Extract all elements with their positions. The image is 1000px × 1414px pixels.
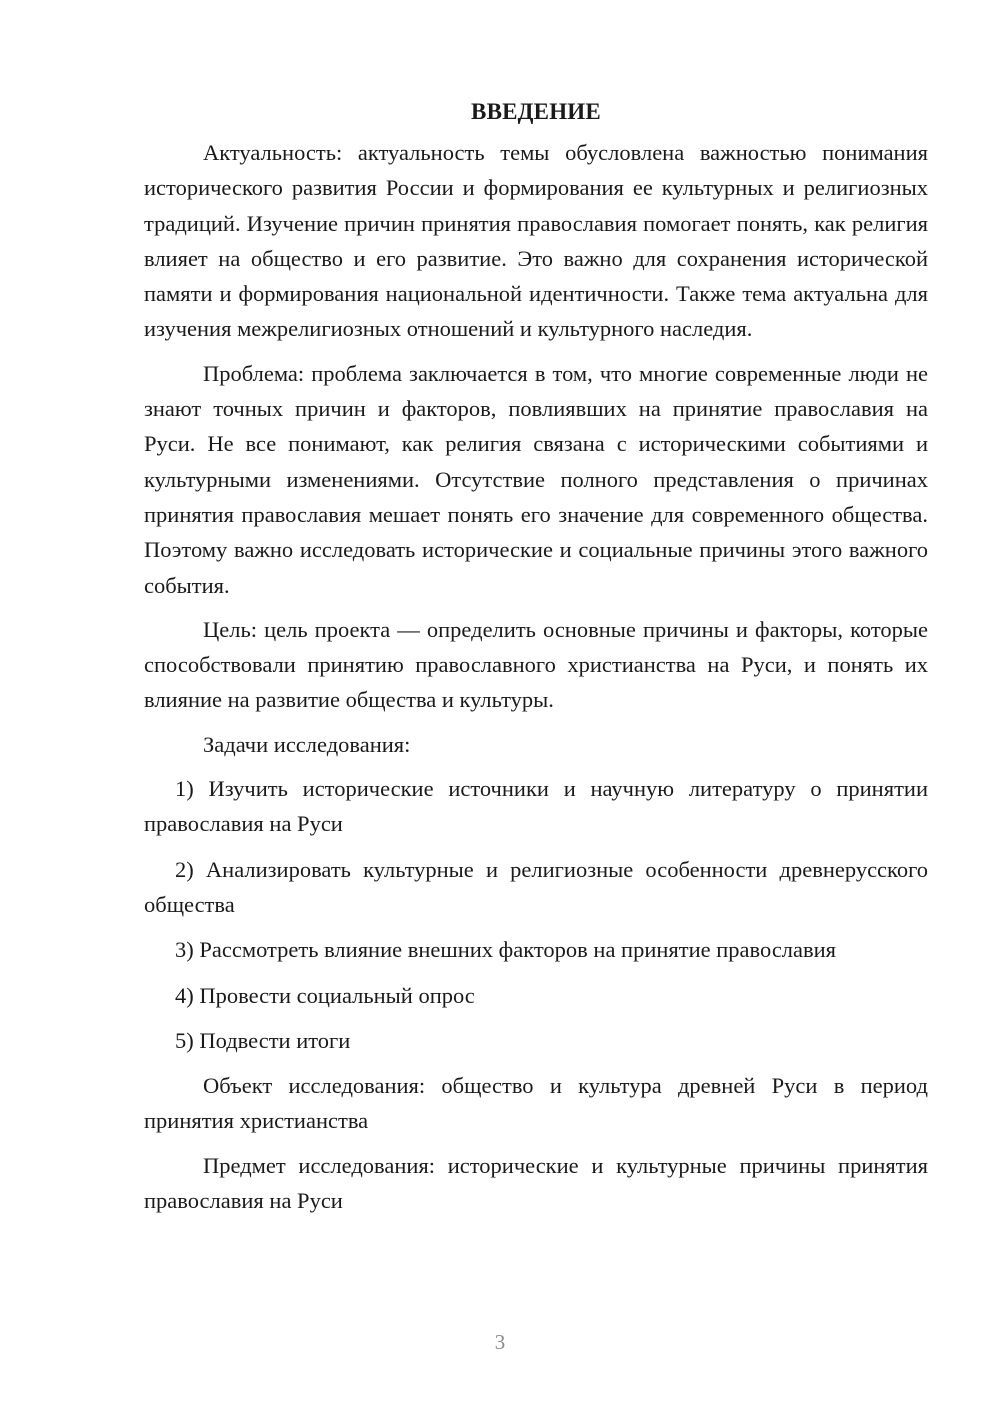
object-paragraph: Объект исследования: общество и культура древней Руси в период принятия христианства (144, 1073, 928, 1134)
task-item: 1) Изучить исторические источники и научную литературу о принятии православия на Руси (144, 776, 928, 837)
section-heading: ВВЕДЕНИЕ (471, 99, 601, 124)
task-item: 4) Провести социальный опрос (175, 982, 475, 1008)
task-item: 5) Подвести итоги (175, 1027, 351, 1053)
task-item: 2) Анализировать культурные и религиозные особенности древнерусского общества (144, 856, 928, 917)
problem-paragraph: Проблема: проблема заключается в том, что многие современные люди не знают точных причин и факторов, повлиявших на принятие православия на Руси. Не все понимают, как религия связана с историческими событиями и культурными изменениями. Отсутствие полного представления о причинах принятия православия мешает понять его значение для современного общества. Поэтому важно исследовать исторические и социальные причины этого важного события. (144, 360, 928, 598)
document-page (144, 94, 928, 1227)
relevance-paragraph: Актуальность: актуальность темы обусловлена важностью понимания исторического развития России и формирования ее культурных и религиозных традиций. Изучение причин принятия православия помогает понять, как религия влияет на общество и его развитие. Это важно для сохранения исторической памяти и формирования национальной идентичности. Также тема актуальна для изучения межрелигиозных отношений и культурного наследия. (144, 140, 928, 342)
task-item: 3) Рассмотреть влияние внешних факторов на принятие православия (175, 937, 837, 963)
tasks-title: Задачи исследования: (203, 731, 411, 757)
goal-paragraph: Цель: цель проекта — определить основные причины и факторы, которые способствовали принятию православного христианства на Руси, и понять их влияние на развитие общества и культуры. (144, 616, 928, 713)
page-number: 3 (494, 1330, 506, 1354)
tasks-list (144, 771, 928, 1058)
subject-paragraph: Предмет исследования: исторические и культурные причины принятия православия на Руси (144, 1152, 928, 1214)
